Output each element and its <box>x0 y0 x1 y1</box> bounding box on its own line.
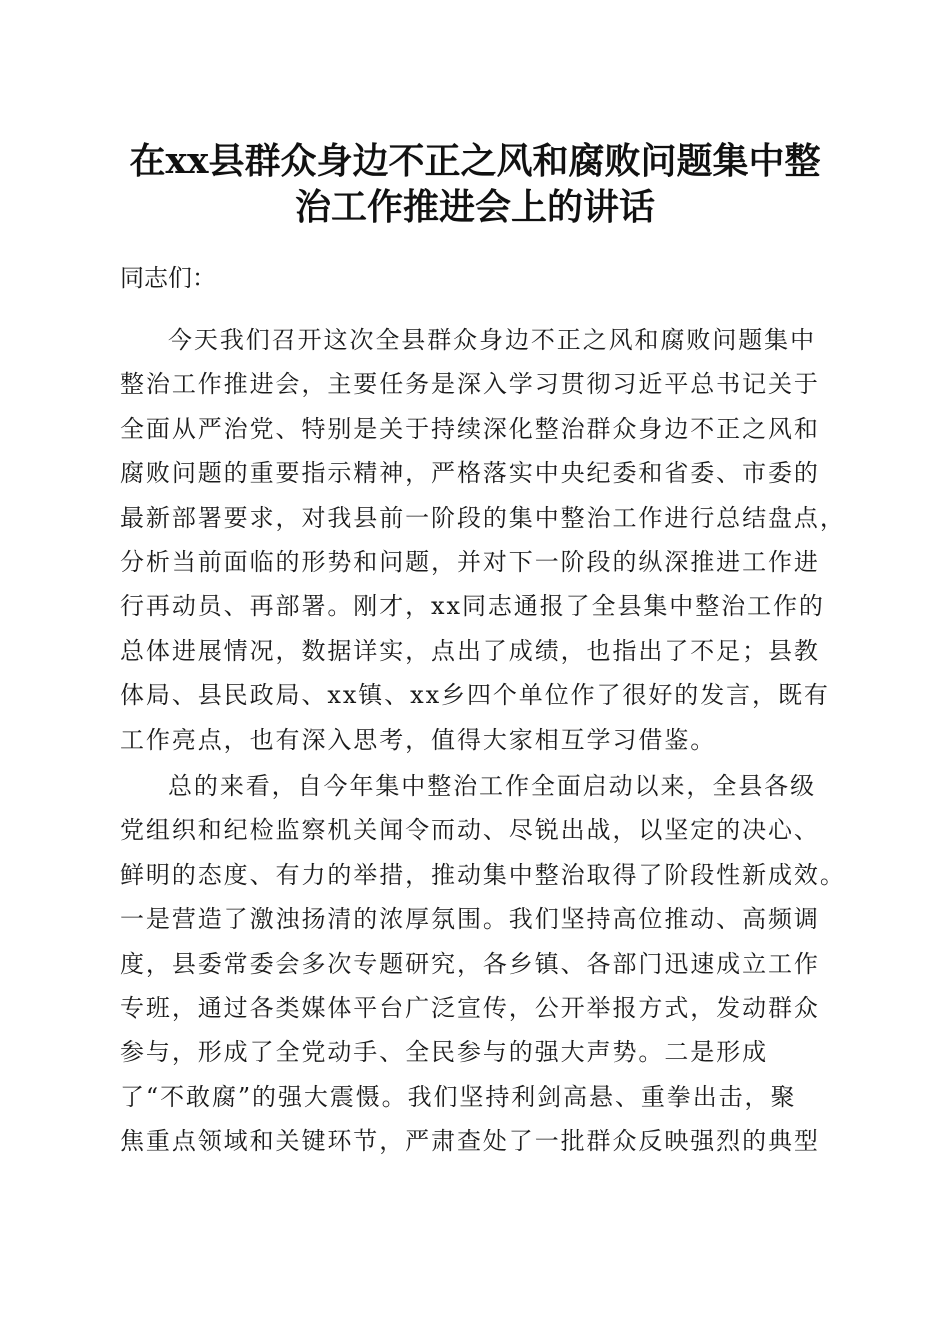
paragraph-line: 专班，通过各类媒体平台广泛宣传，公开举报方式，发动群众 <box>120 994 820 1023</box>
document-title-line-2: 治工作推进会上的讲话 <box>294 186 655 228</box>
paragraph-line: 鲜明的态度、有力的举措，推动集中整治取得了阶段性新成效。 <box>120 860 846 889</box>
paragraph-line: 焦重点领域和关键环节，严肃查处了一批群众反映强烈的典型 <box>120 1127 820 1156</box>
paragraph-line: 了“不敢腐”的强大震慑。我们坚持利剑高悬、重拳出击，聚 <box>120 1082 797 1111</box>
paragraph-line: 全面从严治党、特别是关于持续深化整治群众身边不正之风和 <box>120 414 820 443</box>
paragraph-line: 腐败问题的重要指示精神，严格落实中央纪委和省委、市委的 <box>120 459 820 488</box>
paragraph-2 <box>120 764 846 1164</box>
paragraph-line: 一是营造了激浊扬清的浓厚氛围。我们坚持高位推动、高频调 <box>120 905 820 934</box>
paragraph-line: 体局、县民政局、xx镇、xx乡四个单位作了很好的发言，既有 <box>120 681 830 710</box>
paragraph-line: 工作亮点，也有深入思考，值得大家相互学习借鉴。 <box>120 725 717 754</box>
greeting: 同志们： <box>120 264 216 292</box>
paragraph-line: 行再动员、再部署。刚才，xx同志通报了全县集中整治工作的 <box>120 592 825 621</box>
paragraph-line: 总体进展情况，数据详实，点出了成绩，也指出了不足；县教 <box>120 636 820 665</box>
document-title-line-1: 在xx县群众身边不正之风和腐败问题集中整 <box>129 140 821 182</box>
paragraph-line: 最新部署要求，对我县前一阶段的集中整治工作进行总结盘点， <box>120 503 846 532</box>
paragraph-1 <box>120 318 846 762</box>
paragraph-line: 整治工作推进会，主要任务是深入学习贯彻习近平总书记关于 <box>120 370 820 399</box>
paragraph-line: 参与，形成了全党动手、全民参与的强大声势。二是形成 <box>120 1038 768 1067</box>
paragraph-line: 度，县委常委会多次专题研究，各乡镇、各部门迅速成立工作 <box>120 949 820 978</box>
paragraph-line: 分析当前面临的形势和问题，并对下一阶段的纵深推进工作进 <box>120 548 820 577</box>
paragraph-line: 总的来看，自今年集中整治工作全面启动以来，全县各级 <box>168 772 816 800</box>
paragraph-line: 今天我们召开这次全县群众身边不正之风和腐败问题集中 <box>168 326 816 354</box>
paragraph-line: 党组织和纪检监察机关闻令而动、尽锐出战，以坚定的决心、 <box>120 816 820 845</box>
